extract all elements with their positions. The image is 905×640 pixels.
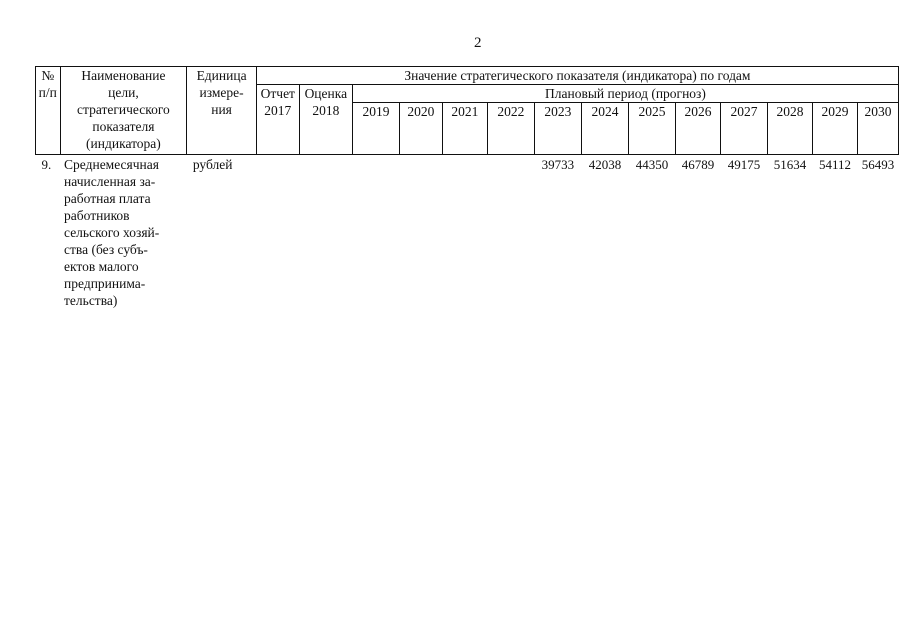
year-header: 2023 [534,103,581,155]
value-cell [299,155,352,310]
page-number: 2 [474,35,482,51]
value-cell: 39733 [541,157,575,172]
col-header-report: Отчет 2017 [256,85,299,155]
planned-period-header: Плановый период (прогноз) [352,85,898,103]
table-row [36,155,899,310]
year-header: 2025 [628,103,675,155]
col-header-unit: Единица измере- ния [187,67,257,155]
value-cell [487,155,534,310]
indicator-unit: рублей [192,157,233,172]
row-number: 9. [41,157,52,172]
value-cell: 56493 [861,157,895,172]
year-header: 2019 [352,103,399,155]
indicators-table [35,66,899,309]
value-cell [399,155,442,310]
col-header-name: Наименование цели, стратегического показателя (индикатора) [60,67,187,155]
col-header-estimate: Оценка 2018 [299,85,352,155]
year-header: 2030 [857,103,898,155]
year-header: 2027 [720,103,767,155]
year-header: 2028 [768,103,813,155]
indicator-name: Среднемесячная начисленная за- работная плата работников сельского хозяй- ства (без субъ- ектов малого предпринима- тельства) [64,157,160,308]
value-cell [442,155,487,310]
year-header: 2029 [813,103,858,155]
header-row-1 [36,67,899,85]
value-cell: 46789 [681,157,715,172]
col-header-num: № п/п [36,67,61,155]
value-cell: 51634 [773,157,807,172]
year-header: 2020 [399,103,442,155]
year-header: 2021 [442,103,487,155]
value-cell [256,155,299,310]
value-cell [352,155,399,310]
value-cell: 44350 [635,157,669,172]
value-cell: 54112 [818,157,851,172]
year-header: 2024 [581,103,628,155]
year-header: 2026 [676,103,721,155]
value-cell: 49175 [727,157,761,172]
value-cell: 42038 [588,157,622,172]
values-by-year-header: Значение стратегического показателя (индикатора) по годам [256,67,898,85]
year-header: 2022 [487,103,534,155]
